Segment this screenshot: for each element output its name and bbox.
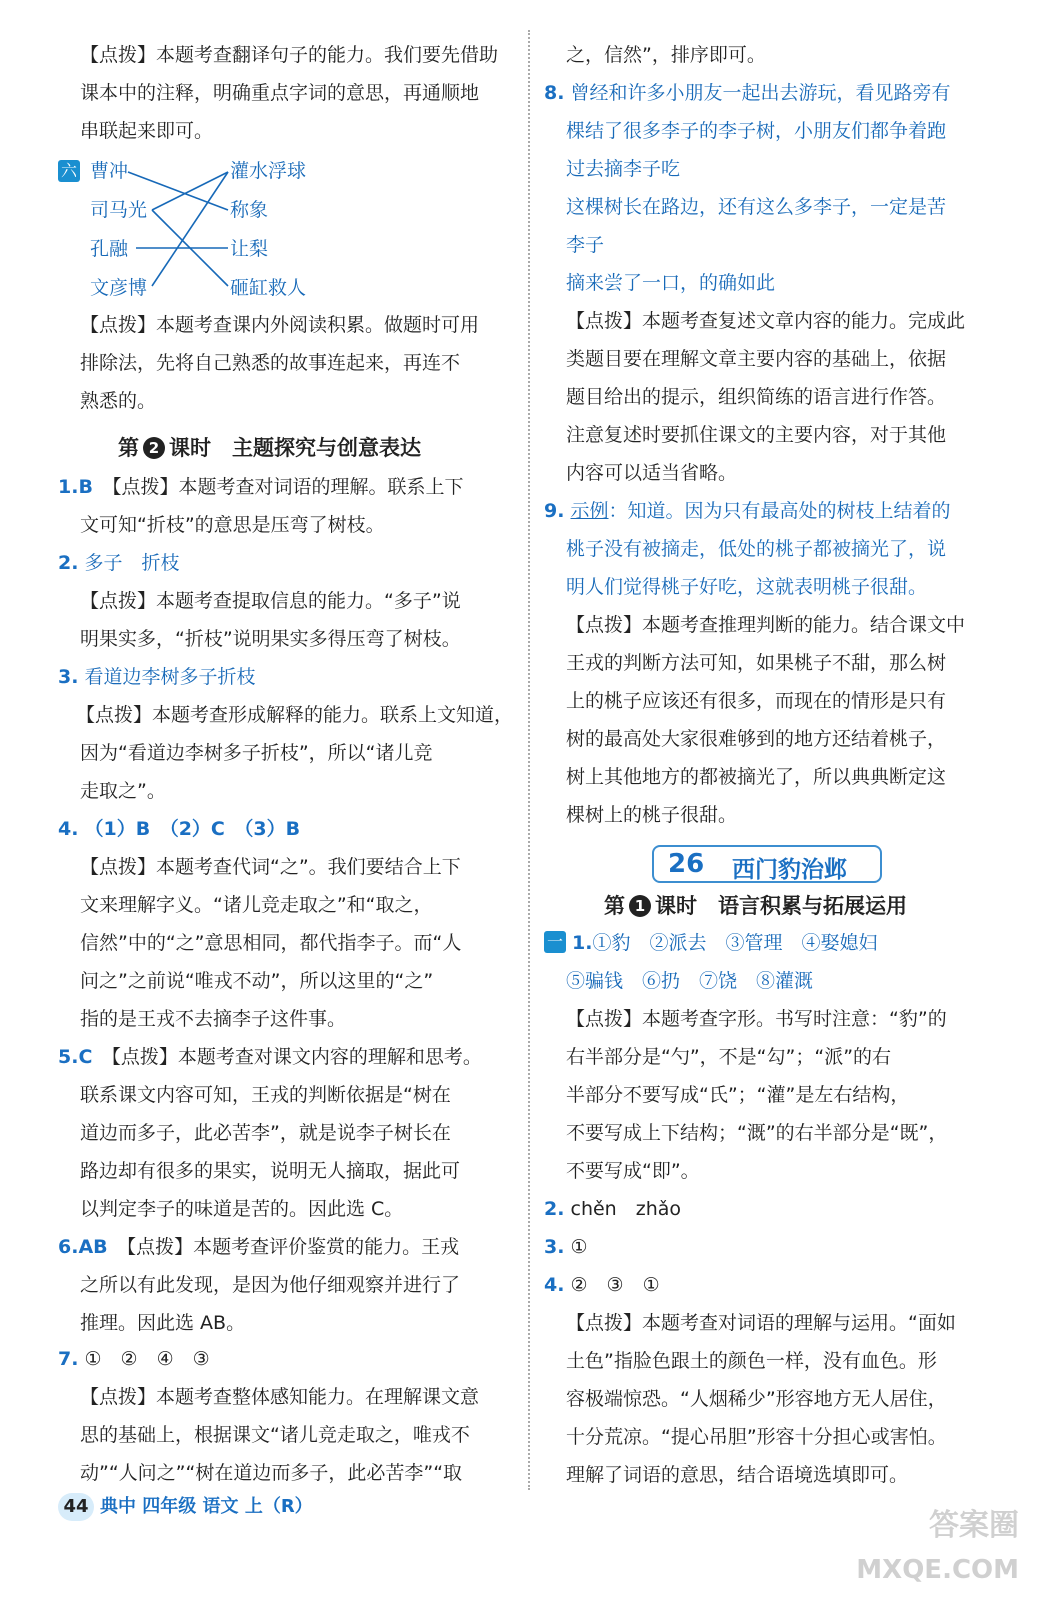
q1-line xyxy=(58,474,463,500)
q8-tip-line: 注意复述时要抓住课文的主要内容，对于其他 xyxy=(566,424,947,446)
q5-number: 5.C xyxy=(58,1046,93,1068)
match-left-item: 曹冲 xyxy=(90,160,129,182)
q5-line xyxy=(58,1044,482,1070)
r1-tip-line: 【点拨】本题考查字形。书写时注意：“豹”的 xyxy=(566,1008,947,1030)
q7-line xyxy=(58,1346,210,1372)
lesson-number: 26 xyxy=(668,849,705,879)
q2-line: 明果实多，“折枝”说明果实多得压弯了树枝。 xyxy=(80,628,461,650)
matching-lines-2 xyxy=(80,160,240,300)
q8-tip-line: 【点拨】本题考查复述文章内容的能力。完成此 xyxy=(566,310,966,332)
q5-line: 以判定李子的味道是苦的。因此选 C。 xyxy=(80,1198,404,1220)
q7-line: 动”“人问之”“树在道边而多子，此必苦李”“取 xyxy=(80,1462,463,1484)
q8-tip-line: 内容可以适当省略。 xyxy=(566,462,738,484)
section-six-badge: 六 xyxy=(58,160,80,182)
q8-number: 8. xyxy=(544,82,565,104)
r1-line xyxy=(544,930,878,956)
q9-line xyxy=(544,498,951,524)
q4-line: 文来理解字义。“诸儿竞走取之”和“取之， xyxy=(80,894,433,916)
watermark-url: MXQE.COM xyxy=(856,1555,1019,1585)
brand-logo: 典中 xyxy=(100,1496,136,1517)
q9-number: 9. xyxy=(544,500,565,522)
r1-tip-line: 半部分不要写成“氏”；“灌”是左右结构， xyxy=(566,1084,910,1106)
section-one-badge: 一 xyxy=(544,931,566,953)
q2-line xyxy=(58,550,180,576)
q6-line: 推理。因此选 AB。 xyxy=(80,1312,246,1334)
r4-tip-line: 理解了词语的意思，结合语境选填即可。 xyxy=(566,1464,909,1486)
r4-number: 4. xyxy=(544,1274,565,1296)
q7-line: 思的基础上，根据课文“诸儿竞走取之，唯戎不 xyxy=(80,1424,470,1446)
tip-line: 熟悉的。 xyxy=(80,390,157,412)
match-right-item: 灌水浮球 xyxy=(230,160,307,182)
q8-answer: 曾经和许多小朋友一起出去游玩，看见路旁有 xyxy=(570,82,951,104)
q8-answer-line: 这棵树长在路边，还有这么多李子，一定是苦 xyxy=(566,196,947,218)
q7-line: 【点拨】本题考查整体感知能力。在理解课文意 xyxy=(80,1386,480,1408)
r4-line xyxy=(544,1272,660,1298)
heading-text: 课时 主题探究与创意表达 xyxy=(169,436,421,460)
q7-number: 7. xyxy=(58,1348,79,1370)
q8-line xyxy=(544,80,951,106)
q3-line: 【点拨】本题考查形成解释的能力。联系上文知道， xyxy=(76,704,514,726)
page-footer xyxy=(58,1492,313,1521)
lesson-two-heading xyxy=(118,432,421,462)
r3-number: 3. xyxy=(544,1236,565,1258)
r4-tip-line: 【点拨】本题考查对词语的理解与运用。“面如 xyxy=(566,1312,956,1334)
q1-tip: 【点拨】本题考查对词语的理解。联系上下 xyxy=(111,476,464,498)
match-right-item: 砸缸救人 xyxy=(230,277,307,299)
q3-line: 因为“看道边李树多子折枝”，所以“诸儿竞 xyxy=(80,742,433,764)
q9-answer-line: 明人们觉得桃子好吃，这就表明桃子很甜。 xyxy=(566,576,928,598)
r4-answer: ② ③ ① xyxy=(570,1274,660,1296)
q3-answer: 看道边李树多子折枝 xyxy=(84,666,256,688)
r2-answer: chěn zhǎo xyxy=(570,1198,682,1220)
q3-number: 3. xyxy=(58,666,79,688)
r1-number: 1. xyxy=(572,932,593,954)
q5-line: 路边却有很多的果实，说明无人摘取，据此可 xyxy=(80,1160,461,1182)
q9-tip-line: 棵树上的桃子很甜。 xyxy=(566,804,738,826)
q7-continuation: 之，信然”，排序即可。 xyxy=(566,44,766,66)
heading-pre: 第 xyxy=(604,894,625,918)
page-number: 44 xyxy=(58,1493,94,1521)
r2-number: 2. xyxy=(544,1198,565,1220)
q6-line xyxy=(58,1234,459,1260)
q9-example-label: 示例 xyxy=(570,500,609,522)
column-divider xyxy=(528,30,530,1490)
heading-number: 1 xyxy=(629,895,651,917)
q3-line: 走取之”。 xyxy=(80,780,166,802)
lesson-title: 西门豹治邺 xyxy=(732,857,847,883)
q4-number: 4. xyxy=(58,818,79,840)
q1-line: 文可知“折枝”的意思是压弯了树枝。 xyxy=(80,514,385,536)
q5-tip: 【点拨】本题考查对课文内容的理解和思考。 xyxy=(111,1046,482,1068)
match-line xyxy=(152,210,228,286)
q3-line xyxy=(58,664,256,690)
r4-tip-line: 十分荒凉。“提心吊胆”形容十分担心或害怕。 xyxy=(566,1426,947,1448)
r1-tip-line: 不要写成“即”。 xyxy=(566,1160,700,1182)
r2-line xyxy=(544,1196,681,1222)
q6-tip: 【点拨】本题考查评价鉴赏的能力。王戎 xyxy=(126,1236,460,1258)
q5-line: 道边而多子，此必苦李”，就是说李子树长在 xyxy=(80,1122,451,1144)
r4-tip-line: 容极端惊恐。“人烟稀少”形容地方无人居住， xyxy=(566,1388,947,1410)
q4-line: 信然”中的“之”意思相同，都代指李子。而“人 xyxy=(80,932,462,954)
q4-line: 【点拨】本题考查代词“之”。我们要结合上下 xyxy=(80,856,461,878)
q9-answer: ：知道。因为只有最高处的树枝上结着的 xyxy=(608,500,951,522)
match-right-item: 让梨 xyxy=(230,238,269,260)
match-left-item: 司马光 xyxy=(90,199,148,221)
q2-answer: 多子 折枝 xyxy=(84,552,180,574)
match-left-item: 孔融 xyxy=(90,238,129,260)
r4-tip-line: 土色”指脸色跟土的颜色一样，没有血色。形 xyxy=(566,1350,937,1372)
q8-answer-line: 摘来尝了一口，的确如此 xyxy=(566,272,776,294)
q9-tip-line: 上的桃子应该还有很多，而现在的情形是只有 xyxy=(566,690,947,712)
match-left-item: 文彦博 xyxy=(90,277,148,299)
intro-line: 课本中的注释，明确重点字词的意思，再通顺地 xyxy=(80,82,480,104)
q7-answer: ① ② ④ ③ xyxy=(84,1348,210,1370)
tip-line: 排除法，先将自己熟悉的故事连起来，再连不 xyxy=(80,352,461,374)
match-right-item: 称象 xyxy=(230,199,269,221)
q6-line: 之所以有此发现，是因为他仔细观察并进行了 xyxy=(80,1274,461,1296)
q4-line: 问之”之前说“唯戎不动”，所以这里的“之” xyxy=(80,970,434,992)
heading-number: 2 xyxy=(143,437,165,459)
q4-line xyxy=(58,816,300,842)
r1-answer-line: ⑤骗钱 ⑥扔 ⑦饶 ⑧灌溉 xyxy=(566,970,814,992)
q9-tip-line: 树上其他地方的都被摘光了，所以典典断定这 xyxy=(566,766,947,788)
tip-line: 【点拨】本题考查课内外阅读积累。做题时可用 xyxy=(80,314,480,336)
q9-tip-line: 树的最高处大家很难够到的地方还结着桃子， xyxy=(566,728,947,750)
q1-number: 1.B xyxy=(58,476,93,498)
r1-tip-line: 右半部分是“勺”，不是“勾”；“派”的右 xyxy=(566,1046,892,1068)
intro-line: 【点拨】本题考查翻译句子的能力。我们要先借助 xyxy=(80,44,499,66)
q8-tip-line: 题目给出的提示，组织简练的语言进行作答。 xyxy=(566,386,947,408)
r3-line xyxy=(544,1234,588,1260)
q9-tip-line: 王戎的判断方法可知，如果桃子不甜，那么树 xyxy=(566,652,947,674)
q9-answer-line: 桃子没有被摘走，低处的桃子都被摘光了，说 xyxy=(566,538,947,560)
q2-line: 【点拨】本题考查提取信息的能力。“多子”说 xyxy=(80,590,461,612)
heading-text: 课时 语言积累与拓展运用 xyxy=(655,894,907,918)
q2-number: 2. xyxy=(58,552,79,574)
lesson-title-box xyxy=(652,845,882,883)
q8-answer-line: 过去摘李子吃 xyxy=(566,158,681,180)
footer-text: 四年级 语文 上（R） xyxy=(142,1496,313,1517)
q4-answer: （1）B （2）C （3）B xyxy=(84,818,301,840)
q4-line: 指的是王戎不去摘李子这件事。 xyxy=(80,1008,347,1030)
intro-line: 串联起来即可。 xyxy=(80,120,214,142)
lesson-one-heading xyxy=(604,890,907,920)
q5-line: 联系课文内容可知，王戎的判断依据是“树在 xyxy=(80,1084,451,1106)
q6-number: 6.AB xyxy=(58,1236,108,1258)
watermark-logo: 答案圈 xyxy=(929,1508,1019,1543)
q9-tip-line: 【点拨】本题考查推理判断的能力。结合课文中 xyxy=(566,614,966,636)
q8-tip-line: 类题目要在理解文章主要内容的基础上，依据 xyxy=(566,348,947,370)
heading-pre: 第 xyxy=(118,436,139,460)
r3-answer: ① xyxy=(570,1236,588,1258)
r1-tip-line: 不要写成上下结构；“溉”的右半部分是“既”， xyxy=(566,1122,948,1144)
q8-answer-line: 李子 xyxy=(566,234,605,256)
r1-answer: ①豹 ②派去 ③管理 ④娶媳妇 xyxy=(592,932,878,954)
q8-answer-line: 棵结了很多李子的李子树，小朋友们都争着跑 xyxy=(566,120,947,142)
